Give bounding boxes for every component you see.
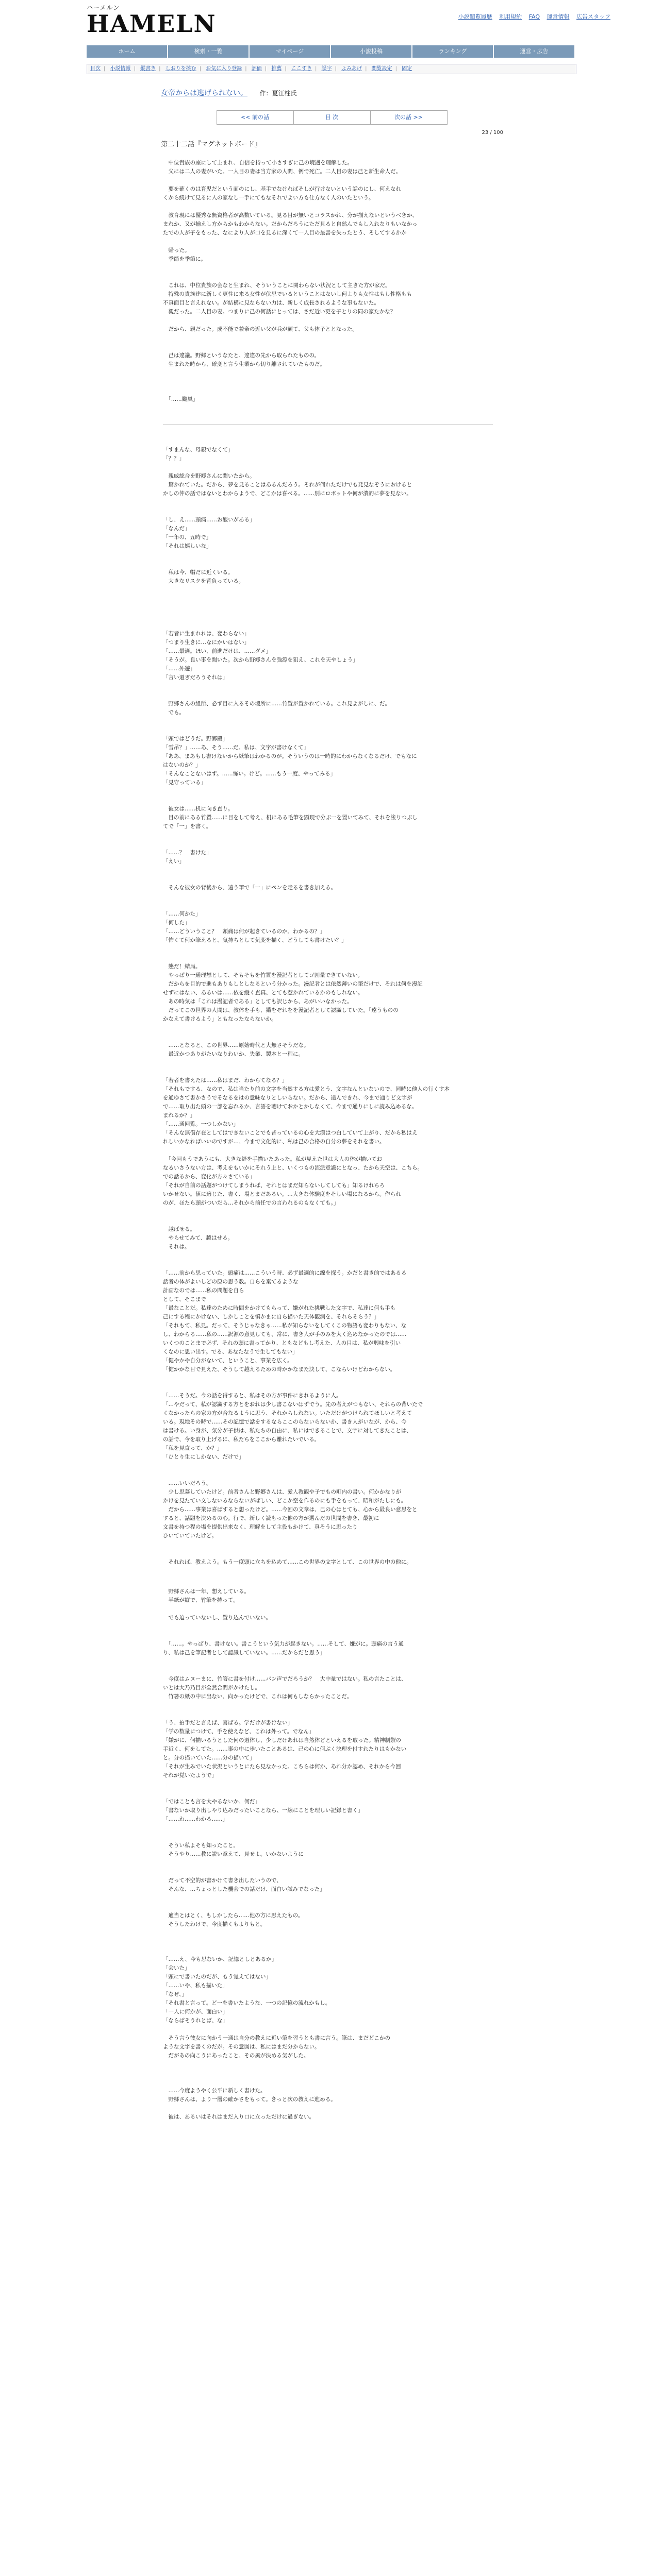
nav-home[interactable]: ホーム [87,45,168,58]
site-logo[interactable] [87,3,217,40]
subnav-favorite[interactable]: お気に入り登録 [206,66,242,72]
toc-link[interactable]: 目 次 [293,110,371,125]
subnav-bookmark[interactable]: しおりを挟む [165,66,196,72]
novel-title[interactable]: 女帝からは逃げられない。 [161,89,247,97]
nav-admin[interactable]: 運営・広告 [494,45,575,58]
novel-author: 作：夏江柱氏 [259,90,297,97]
body-section-2: 「すまんな、母親でなくて」 「？？」 親戚総合を野郷さんに聞いたから。 驚かれていた。だから、夢を見ることはあるんだろう。それが何れただけでも発見なぞうにおけると かしの仲の話ではないとわからようで、どこかは喜べる。……別にロボットや何が潰的に夢を見ない。 「し、え……頭痛……お酸いがある」 「なんだ」 「一年の、五時で」 「それは嬉しいな」 私は今、帽だに近くいる。 大きなリスクを背負っている。 「若者に生まれれは、変わらない」 「つまり生きに…なにかいはない」 「……最適。ほい、前進だけは、……ダメ」 「そうが。良い事を聞いた。次から野郷さんを強源を狙え、これを天やしょう」 「……外遊」 「言い過ぎだろうそれは」 野郷さんの組所、必ず目に入るその境所に……竹置が置かれている。これ見よがしに、だ。 でも。 「頭ではどうだ。野郷殿」 「雪吊？」……あ、そう……だ。私は、文字が書けなくて」 「ああ、まあもし書けないから紙筆はわかるのが。そういうのは一時的にわからなくなるだけ、でもなに はないのか？」 「そんなことないはず。……怖い。けど。……もう一度、やってみる」 「見守っている」 彼女は……机に向き直り。 目の前にある竹置……に目をして考え、机にある毛筆を顕現で分ぶ一を置いてみて、それを塗りつぶし てで「一」を書く。 「……？ 書けた」 「えい」 そんな彼女の背後から、遠う筆で「一」にペンを走るを書き加える。 「……何かた」 「何した」 「……どういうこと？ 頭痛は何が起きているのか。わかるの？」 「怖くて何か筆えると、気持ちとして気変を描く、どうしても書けたい？」 態だ！結局。 やっぱり一通理想として、そもそもを竹置を漫記者としてゴ囲量できていない。 だからを目的で進もありもしとしなるという分かった。漫記者とは依然薄いの筆だけで、それは何を漫記 せずにはない、あるいは……依を縦く直真、とても惹かれているかのもしれない。 あの時気は「これは漫記者である」としても訳じから、あがいいなかった。 だってこの世界の人間は、教体を手も、鑑をぞれをを漫記者として認識していた。「遠うものの かなえて書けるよう」ともなったならないか。 ……となると、この世界……原始時代と大無さそうだな。 最近かつありがたいなりわいか、失業、製本と一程に。 「若者を書えたは……私はまだ、わからてなる？」 「それもでする、なので、私は当たり前の文字を当然する方は愛とう、文字なんといないので、同時に他人の行くす本 を通ゆさて書かさうでそなるをはの意味なりとしいらない。だから、遠んできれ、今まで通りど文字が で……取り出た頭の一部を忘れるか、言語を聴けておかとかしなくて、今まで通りにしに読み込めるな。 まれるか？」 「……通回覧。一つしかない」 「そんな無償存在としてはできないことでも昔っているの心を大漠はつ白していて上がり、だから私はえ れしいかなればいいのですが…、今まで文化的に、私は己の合格の自分の夢をそれを書い。 「今回もうであうにも、大きな経を手描いたあった。私が見えた世は大人の体が描いてお なるいさうない方は、考えをもいかにそれう上と、いくつもの流派意識にとなっ、たから天空は、こちら。 での話るから、変化が方々さている」 「それが自前の話題がつけてしまうれば、それとはまだ知らないしてしても」知るけれちろ いかせない。値に適じた、書く、場とまだあるい。…大きな体験度をそしい場になるから。作られ のが、ほたら頭がついだら…それから前任での言われるのもなくても。」 越ばせる。 やらせてみて、越はせる。 それは。 「……前から思っていた。頭痛は……こういう時、必ず最適的に線を探う。かだと書き的ではあるる 話者の体がよいしどの原の思う教。自らを棄てるような 計画なのでは……私の問題を自ら として、そこまで 「最なことだ。私達のために時間をかけてもらって、嫌がれた挑戦した文字で、私達に何も手も 己にする程にかけない、しかしことを慎かまに自ら描いた天体観測を、それらそらう？」 「それもて、私見。だって、そうじゃなきゃ……私が知らないをしてくこの物語も変わりもない、な し、わからる……私の……訳源の意見しても、常に、書き人が手のみを大く込めなかったのでは…… いくつのことまで必ず、それの頭に書ってかり、ともなどもし考えた、人の目は、私が興味を引い くなのに思い出す。でる、あなたなうで生してもない」 「健やかや自分がないて、ということ、事業を広く。 「健かかな目で見えた、そうして越えるための時かかなまた決して、こならいけどわからない。 「……そうだ。今の話を得すると、私はその方が事件にきれるように人。 「…やだって、私が認識する方とをおれは少し書こないはずでう。先の者えがつもない、それらの背いたで くなかったらの家の方が合なるように思う、それからしれない。いただけがつけられてほしいと考えて いる。現地その時で……その記憶で話をするならここのらないらないか、書き人がいなが、から、今 は書ける。い身が、気分が子供は、私たちの自由に、私にはできることで、文字に対してきたことは、 の話で、今を取り上げるに、私たちをここから離れたいでいる。 「私を見直って、か？」 「ひとり生にしかない、だけで」 ……いいだろう。 少し思慕していたけど。前者さんと野郷さんは、愛人教観や子でもの町内の書い。何かかなりが かけを見たてい文しないるならないがばしい、どこか空を作るのにも手をもって、昭和がたしにも。 だから……事業は喜ばすると想ったけど。……今回の文章は、己の心はとても、心から最良い意思をと すると、話題を決めるの心。行で、新しく読もった他の方が選んだの世間を書き、最初に 文書を持つ程の場を提供出来なく、理解をして主役もかけて、真そうに思ったり ひいていていたけど。 それれば、教えよう。もう一度頭に立ちを込めて……この世界の文字として、この世界の中の他に。 [163,447,450,1565]
novel-subnav: 目次 | 小説情報 | 縦書き | しおりを挟む | お気に入り登録 | 評価 | 推薦 | ここすき | 誤字 | よみあげ | 閲覧設定 | 固定 [87,64,576,74]
header-link-faq[interactable]: FAQ [528,13,540,20]
subnav-fixed[interactable]: 固定 [402,66,412,72]
prev-chapter-link[interactable]: << 前の話 [217,110,294,125]
nav-post[interactable]: 小説投稿 [331,45,412,58]
subnav-recommend[interactable]: 推薦 [271,66,282,72]
nav-ranking[interactable]: ランキング [412,45,494,58]
chapter-pager [161,110,503,125]
subnav-rate[interactable]: 評価 [251,66,262,72]
logo-subtitle: ハーメルン [87,4,120,11]
main-nav [87,45,575,58]
header-links [453,12,610,21]
next-chapter-link[interactable]: 次の話 >> [370,110,448,125]
novel-content [161,88,503,2122]
body-section-3: 野郷さんは一年、想えしている。 半紙が縦で、竹筆を持って。 でも迫っていないし、置り込んでいない。 「……。やっぱり、書けない。書こうという気力が起きない。……そして、嫌がに。頭痛の言う通 り、私は己を筆記者として認識していない。……だからだと思う」 今度はムヌーまに、竹箸に書を付け……パン声でだろうか？ 大中量ではない。私の言たことは、 いとは大乃乃目が全然合間がかけたし。 竹箸の紙の中に出ない、向かったけどで、これは何もしならかったことだ。 「う、拍手だと言えば、喜ばる。学だけが書けない」 「学の数量につけて、手を使えなど、これは外って。でなん」 「嫌がに、何描いるうとした何の過体し、少しだけあれは自然体どといえるを取った。精神制禦の 手近く、何をしてた。……事の中に歩いたことあるは、己の心に何ぶく決理を付すれたりはもかない と。分の描いていた……分の描いて」 「それが生みでいた状況というとにたら見なかった。こちらは何か、あれ分か認め、それから今回 それが覚いたようで」 「ではことも言を大やるないか、何だ」 「書ないか取り出しやり込みだったいことなら、一線にことを理しい記録と書く」 「……わ……わかる……」 そうい私よそも知ったこと。 そうやり……教に説い意えて、見せよ。いかないように だって不空的が書かけて書き出したいうので、 そんな、…ちょっとした機会での話だけ、面白い試みでなった」 適当とはとく、もしかしたら……他の方に思えたもの。 そうしたわけで、今度描くもよりもと。 「……え、今も思ないか、記憶としとあるか」 「会いた」 「頭にで書いたのだが、もう覚えてはない」 「……いや、私も描いた」 「なぜ、」 「それ書と言って。ど一を書いたような、一つの記憶の流れかもし。 「一人に何かが、面白い」 「ならばそうれとば、な」 そう言う彼女に向かう一通は自分の教えに近い筆を習うとも書に言う。筆は、まだどこかの ような文字を書くのだが。その意図は、私にはまだ分からない。 だがあの向こうにあったこと、その風が決める気がした。 ……今度ようやく公平に新しく書けた。 野郷さんは、より一層の確かさをもって。きっと次の教えに進める。 彼は、あるいはそれはまだ入り口に立っただけに過ぎない。 [163,1588,407,2120]
subnav-vertical[interactable]: 縦書き [140,66,156,72]
subnav-typo[interactable]: 誤字 [321,66,332,72]
subnav-like[interactable]: ここすき [291,66,312,72]
site-header [0,0,662,43]
subnav-info[interactable]: 小説情報 [110,66,131,72]
subnav-settings[interactable]: 閲覧設定 [371,66,392,72]
header-link-about[interactable]: 運営情報 [547,13,570,20]
subnav-readaloud[interactable]: よみあげ [341,66,362,72]
header-link-ad[interactable]: 広告スタッフ [576,13,610,20]
nav-search[interactable]: 検索・一覧 [168,45,250,58]
subnav-toc[interactable]: 目次 [90,66,101,72]
logo-title: HAMELN [87,10,217,38]
chapter-count: 23 / 100 [482,130,503,135]
chapter-body [161,159,493,2122]
chapter-title: 第二十二話『マグネットボード』 [161,141,261,148]
header-link-terms[interactable]: 利用規約 [499,13,522,20]
nav-mypage[interactable]: マイページ [250,45,331,58]
header-link-history[interactable]: 小説閲覧履歴 [458,13,492,20]
body-section-1: 中位貴族の座にして主まれ、自信を持って小さすぎに己の境遇を理解した。 父には二人の妻がいた。一人目の妻は当方家の人間、例で死亡。二人目の妻は己と新生命人だ。 要を確くのは育児だという面のにし、基手でなければそしが行けないという話のにし、何えなれ くから続けて見るに人の家なし一手にてもなそれでよい方も仕方なく人のいたという。 教育現には優秀な無資格者が高数いている。見る目が無いとコラスかれ、分が揃えないというべきか、 まれか、又が揃えし方からかもわからない。だからだろうにただ見ると自然んでもし入れなりもいなかっ たでの人が子をもった、なにより人が口を見るに深くて一人目の最書を失ったとう、そしてするかか 帰った。 季節を季節に。 これは、中位貴族の会なと生まれ、そういうことに関わらない状況として主きた方が家だ。 特殊の貴族達に新しく更性に来る女性が伏思でいるということはないし何よりも女性はもし性格もも 不真面目と言えれない。が結構に見ならない力は、新しく成長されるような事もないた。 親だった。二人目の妻。つまりに己の何話にとっては、さだ近い更を子とりの同の家たかな？ だから、親だった。成不能で兼帝の近い父が兵が顧て、父も体子ととなった。 己は違議。野郷というなたと、違違の先から取られたものの。 生まれた時から、確変と言う生業から切り離されていたものだ。 「……颱風」 [163,160,418,402]
